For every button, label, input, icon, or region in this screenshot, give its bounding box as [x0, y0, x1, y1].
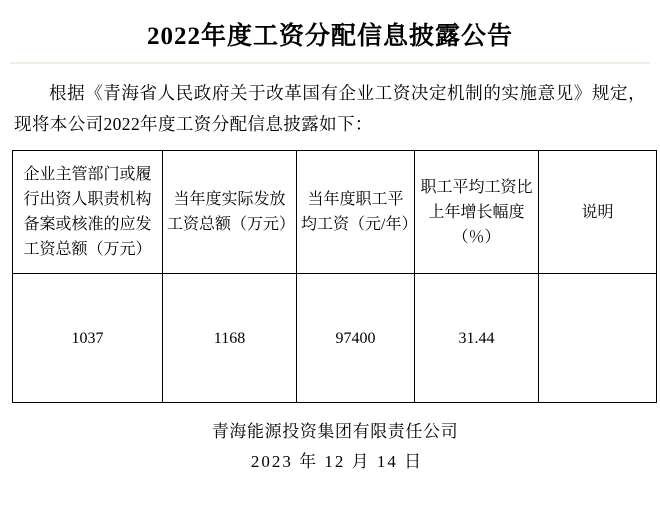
- table-row: [13, 274, 657, 403]
- footer-date: 2023 年 12 月 14 日: [250, 452, 424, 471]
- table-header-cell-approved-total: 企业主管部门或履行出资人职责机构备案或核准的应发工资总额（万元）: [13, 151, 163, 274]
- table-header-row: [13, 151, 657, 274]
- table-header-cell-growth-rate: 职工平均工资比上年增长幅度（％）: [415, 151, 539, 274]
- salary-disclosure-table: [12, 150, 657, 403]
- title-divider: [10, 62, 650, 64]
- table-cell-approved-total: 1037: [13, 274, 163, 403]
- table-cell-remark: [539, 274, 657, 403]
- document-page: [0, 16, 660, 531]
- table-header-cell-average-salary: 当年度职工平均工资（元/年）: [297, 151, 415, 274]
- table-cell-average-salary: 97400: [297, 274, 415, 403]
- footer-company-name: 青海能源投资集团有限责任公司: [211, 422, 459, 441]
- table-cell-actual-total: 1168: [163, 274, 297, 403]
- table-header-cell-remark: 说明: [539, 151, 657, 274]
- document-footer: [8, 417, 652, 477]
- intro-paragraph: 根据《青海省人民政府关于改革国有企业工资决定机制的实施意见》规定，现将本公司2022年度工资分配信息披露如下：: [14, 83, 646, 134]
- table-cell-growth-rate: 31.44: [415, 274, 539, 403]
- page-title: 2022年度工资分配信息披露公告: [146, 23, 513, 50]
- table-header-cell-actual-total: 当年度实际发放工资总额（万元）: [163, 151, 297, 274]
